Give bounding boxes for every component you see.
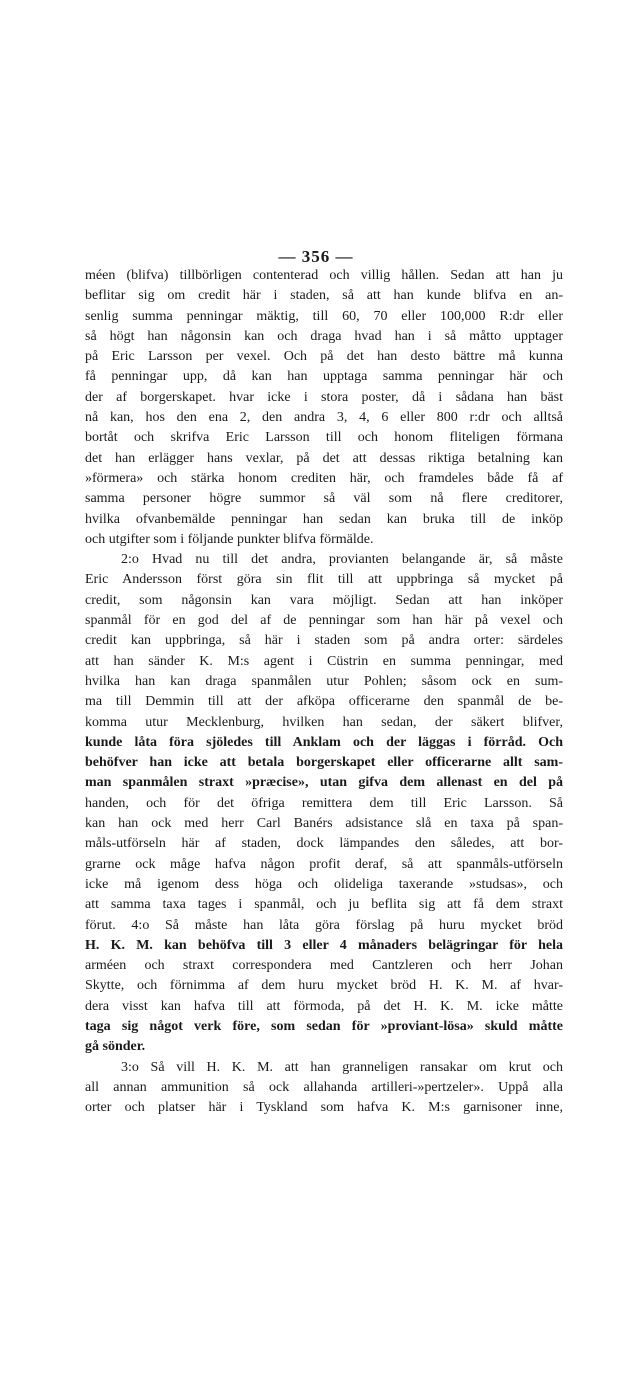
text-line: grarne ock måge hafva någon profit deraf, så att spanmåls-utförseln xyxy=(85,856,563,872)
text-line: handen, och för det öfriga remittera dem till Eric Larsson. Så xyxy=(85,795,563,811)
text-line: gå sönder. xyxy=(85,1039,146,1055)
text-line: spanmål för en god del af de penningar som han här på vexel och xyxy=(85,613,563,629)
text-line: kan han ock med herr Carl Banérs adsistance slå en taxa på span- xyxy=(85,816,563,832)
text-line: 3:o Så vill H. K. M. att han granneligen ransakar om krut och xyxy=(121,1059,563,1075)
text-line: taga sig något verk före, som sedan för »proviant-lösa» skuld måtte xyxy=(85,1018,563,1034)
text-line: 2:o Hvad nu till det andra, provianten belangande är, så måste xyxy=(121,552,563,568)
page-number: — 356 — xyxy=(278,247,354,266)
text-line: få penningar upp, då kan han upptaga samma penningar här och xyxy=(85,369,563,385)
text-line: méen (blifva) tillbörligen contenterad och villig hållen. Sedan att han ju xyxy=(85,268,563,283)
text-line: credit kan uppbringa, så här i staden som på andra orter: särdeles xyxy=(85,633,563,649)
text-line: måls-utförseln här af staden, dock lämpandes den således, att bor- xyxy=(85,836,563,852)
text-line: förut. 4:o Så måste han låta göra förslag på huru mycket bröd xyxy=(85,917,563,933)
text-line: kunde låta föra sjöledes till Anklam och der läggas i förråd. Och xyxy=(85,734,563,750)
text-line: orter och platser här i Tyskland som hafva K. M:s garnisoner inne, xyxy=(85,1100,563,1116)
text-line: komma utur Mecklenburg, hvilken han sedan, der säkert blifver, xyxy=(85,714,563,730)
text-line: samma personer högre summor så väl som nå flere creditorer, xyxy=(85,491,563,507)
text-line: Skytte, och förnimma af dem huru mycket bröd H. K. M. af hvar- xyxy=(85,978,563,994)
text-line: arméen och straxt correspondera med Cantzleren och herr Johan xyxy=(85,958,563,974)
text-line: att han sänder K. M:s agent i Cüstrin en summa penningar, med xyxy=(85,653,563,669)
text-line: behöfver han icke att betala borgerskapet eller officerarne allt sam- xyxy=(85,755,563,771)
text-line: all annan ammunition så ock allahanda artilleri-»pertzeler». Uppå alla xyxy=(85,1079,563,1095)
text-line: hvilka han kan draga spanmålen utur Pohlen; såsom ock en sum- xyxy=(85,673,563,689)
text-line: beflitar sig om credit här i staden, så att han kunde blifva en an- xyxy=(85,288,563,304)
text-line: icke må igenom dess höga och olideliga taxerande »studsas», och xyxy=(85,876,563,892)
text-line: der af borgerskapet. hvar icke i stora poster, då i sådana han bäst xyxy=(85,389,563,405)
text-line: senlig summa penningar mäktig, till 60, 70 eller 100,000 R:dr eller xyxy=(85,308,563,324)
text-line: nå kan, hos den ena 2, den andra 3, 4, 6 eller 800 r:dr och alltså xyxy=(85,410,563,426)
text-line: credit, som någonsin kan vara möjligt. Sedan att han inköper xyxy=(85,592,563,608)
text-line: man spanmålen straxt »præcise», utan gifva dem allenast en del på xyxy=(85,775,563,791)
text-line: ma till Demmin till att der afköpa officerarne den spanmål de be- xyxy=(85,694,563,710)
text-line: H. K. M. kan behöfva till 3 eller 4 månaders belägringar för hela xyxy=(85,937,563,953)
text-line: Eric Andersson först göra sin flit till att uppbringa så mycket på xyxy=(85,572,563,588)
text-line: hvilka ofvanbemälde penningar han sedan kan bruka till de inköp xyxy=(85,511,563,527)
text-line: att samma taxa tages i spanmål, och ju beflita sig att få dem straxt xyxy=(85,897,563,913)
text-line: dera visst kan hafva till att förmoda, på det H. K. M. icke måtte xyxy=(85,998,563,1014)
text-line: bortåt och skrifva Eric Larsson till och honom fliteligen förmana xyxy=(85,430,563,446)
text-line: så högt han någonsin kan och draga hvad han i så måtto upptager xyxy=(85,328,563,344)
text-line: och utgifter som i följande punkter blifva förmälde. xyxy=(85,531,374,547)
text-line: på Eric Larsson per vexel. Och på det han desto bättre må kunna xyxy=(85,349,563,365)
text-line: det han erlägger hans vexlar, på det att dessas riktiga betalning kan xyxy=(85,450,563,466)
text-line: »förmera» och stärka honom crediten här, och framdeles både få af xyxy=(85,470,563,486)
body-text xyxy=(85,266,563,1118)
